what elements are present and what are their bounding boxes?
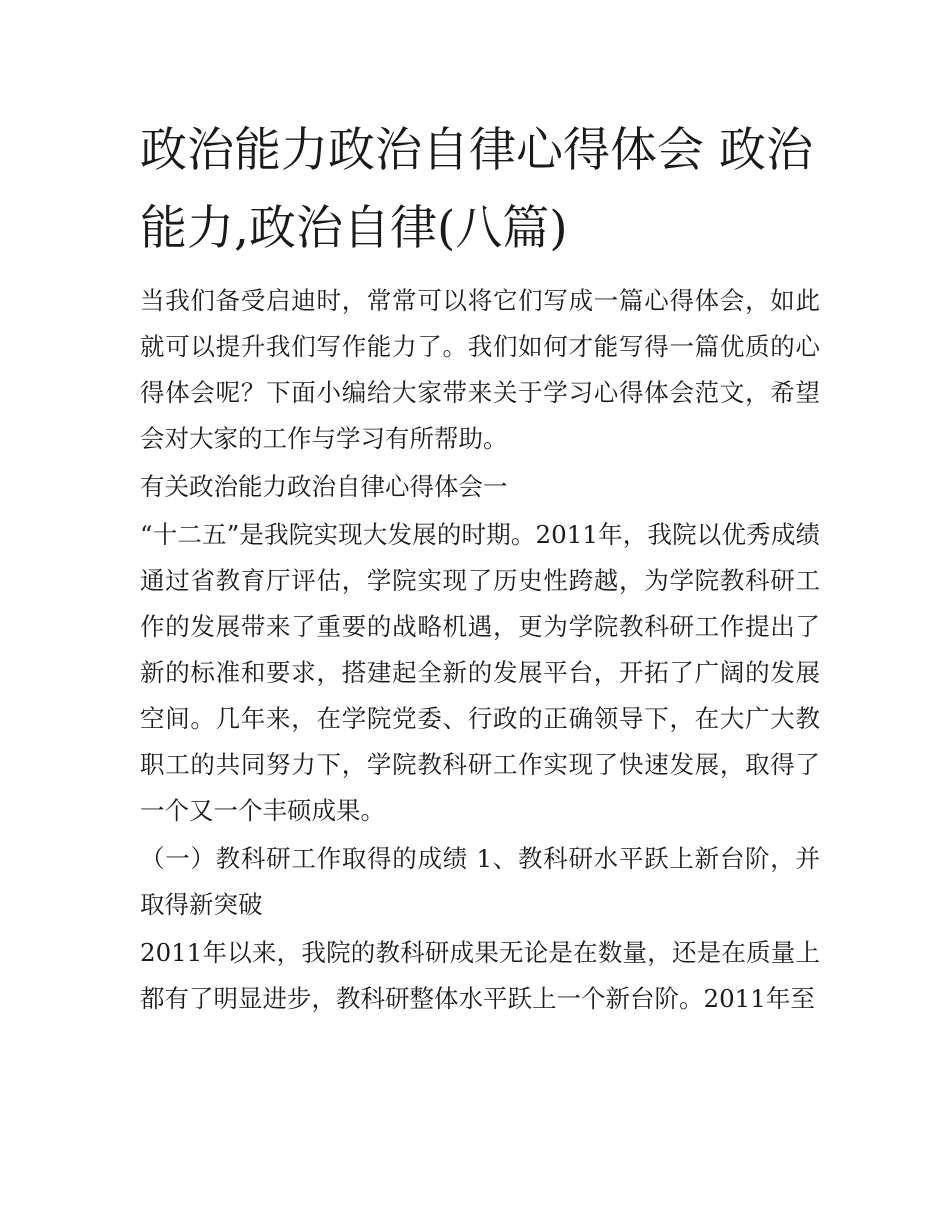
intro-paragraph: 当我们备受启迪时，常常可以将它们写成一篇心得体会，如此就可以提升我们写作能力了。我们如何才能写得一篇优质的心得体会呢？下面小编给大家带来关于学习心得体会范文，希望会对大家的工作与学习有所帮助。 (140, 286, 820, 453)
section-heading: 有关政治能力政治自律心得体会一 (140, 472, 508, 501)
document-title: 政治能力政治自律心得体会 政治能力,政治自律(八篇) (140, 123, 813, 256)
body-paragraph: “十二五”是我院实现大发展的时期。2011年，我院以优秀成绩通过省教育厅评估，学院实现了历史性跨越，为学院教科研工作的发展带来了重要的战略机遇，更为学院教科研工作提出了新的标准和要求，搭建起全新的发展平台，开拓了广阔的发展空间。几年来，在学院党委、行政的正确领导下，在大广大教职工的共同努力下，学院教科研工作实现了快速发展，取得了一个又一个丰硕成果。 (140, 520, 820, 825)
subsection-heading: （一）教科研工作取得的成绩 1、教科研水平跃上新台阶，并取得新突破 (140, 844, 820, 919)
body-paragraph: 2011年以来，我院的教科研成果无论是在数量，还是在质量上都有了明显进步，教科研整体水平跃上一个新台阶。2011年至 (140, 938, 820, 1013)
document-page (140, 112, 820, 1022)
